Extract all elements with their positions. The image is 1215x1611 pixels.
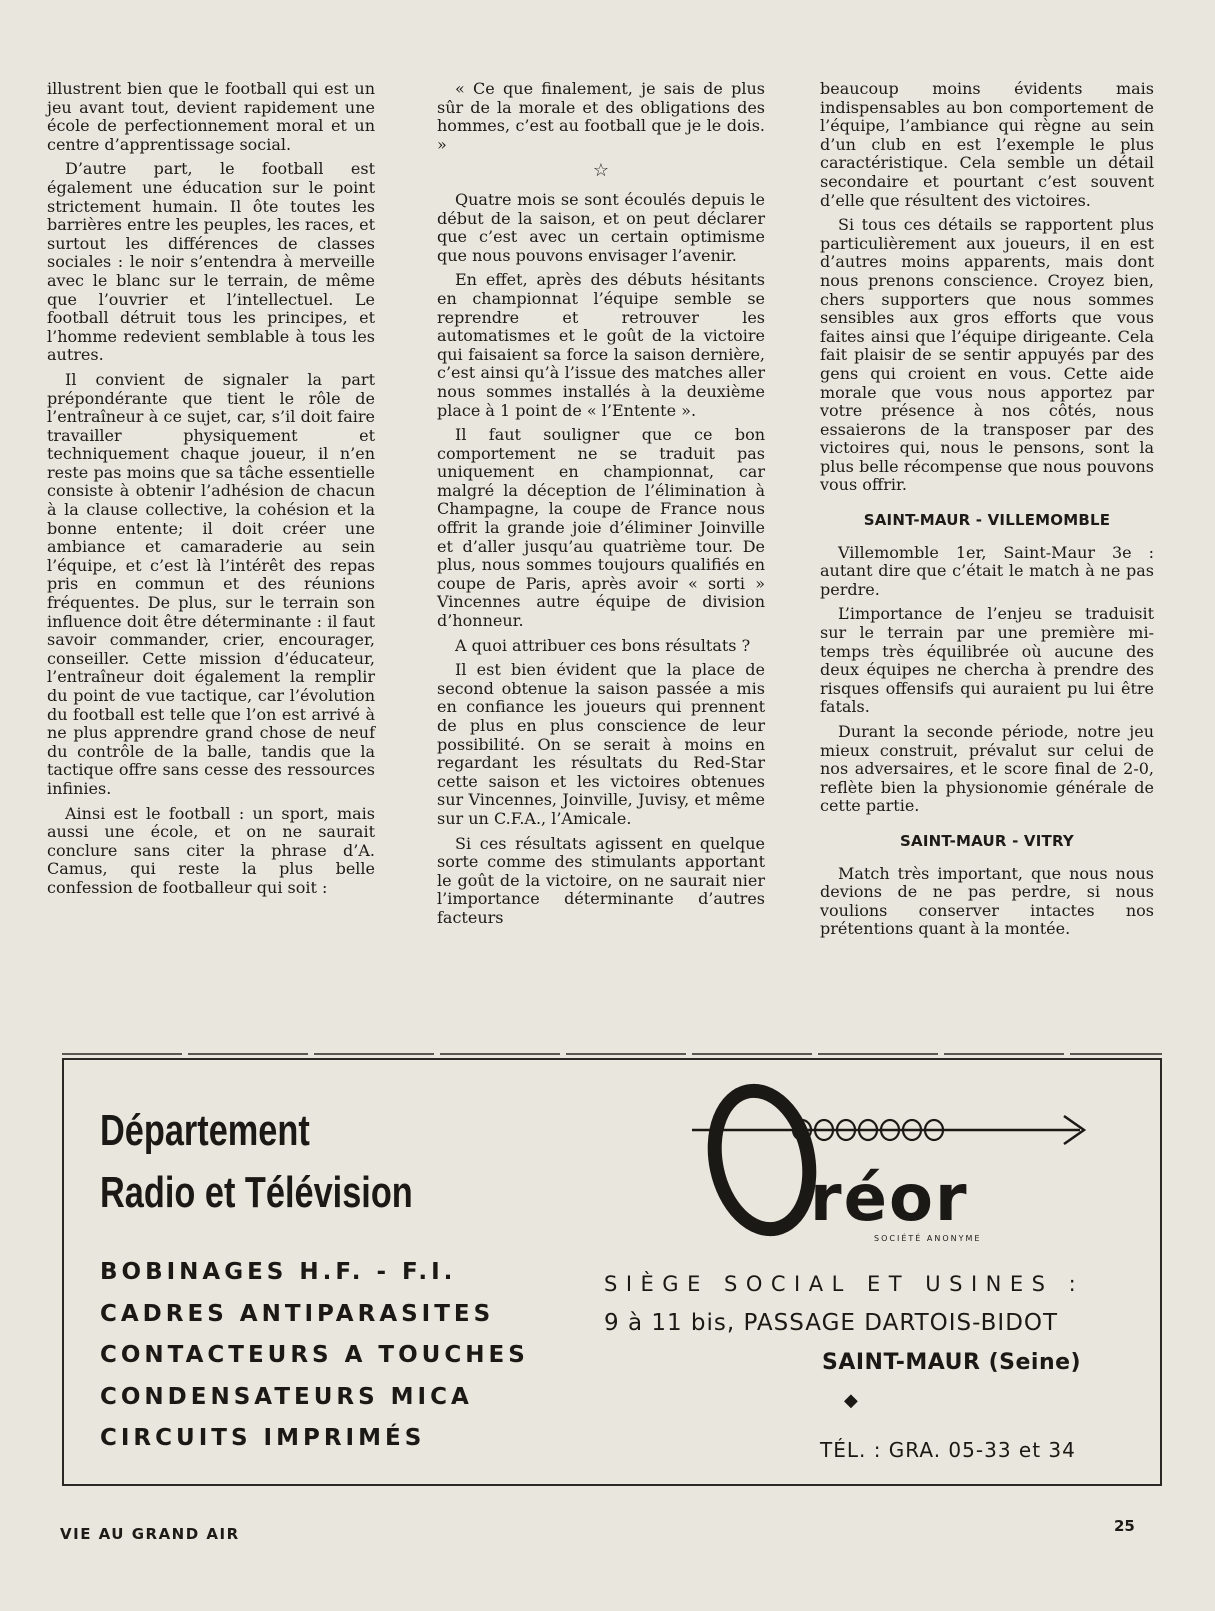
paragraph: Il est bien évident que la place de second obtenue la saison passée a mis en confiance les joueurs qui prennent de plus en plus conscience de leur possibilité. On se serait à moins en regardant les résultats du Red-Star cette saison et les victoires obtenues sur Vincennes, Joinville, Juvisy, et même sur un C.F.A., l’Amicale. [437, 660, 765, 828]
product-item: CADRES ANTIPARASITES [100, 1300, 495, 1327]
section-heading-vitry: SAINT-MAUR - VITRY [900, 831, 1074, 850]
article-column-3 [820, 80, 1154, 945]
ad-title [100, 1100, 413, 1224]
product-item: CONDENSATEURS MICA [100, 1383, 473, 1410]
camus-quote: « Ce que finalement, je sais de plus sûr de la morale et des obligations des hommes, c’est au football que je le dois. » [437, 79, 765, 154]
paragraph: Si ces résultats agissent en quelque sorte comme des stimulants apportant le goût de la victoire, on ne saurait nier l’importance déterminante d’autres facteurs [437, 833, 765, 927]
logo-subtitle: SOCIÉTÉ ANONYME [874, 1234, 982, 1243]
section-heading-villemomble: SAINT-MAUR - VILLEMOMBLE [863, 511, 1111, 530]
magazine-title: VIE AU GRAND AIR [60, 1525, 240, 1543]
logo-wordmark: réor [810, 1162, 969, 1236]
paragraph: Ainsi est le football : un sport, mais aussi une école, et on ne saurait conclure sans citer la phrase d’A. Camus, qui reste la plus belle confession de footballeur qui soit : [47, 803, 375, 897]
product-item: CONTACTEURS A TOUCHES [100, 1342, 529, 1368]
paragraph: A quoi attribuer ces bons résultats ? [455, 635, 751, 655]
product-item: CIRCUITS IMPRIMÉS [100, 1425, 426, 1451]
paragraph: Si tous ces détails se rapportent plus particulièrement aux joueurs, il en est d’autres moins apparents, mais dont nous prenons conscience. Croyez bien, chers supporters que nous sommes sensibles aux gros efforts que vous faites ainsi que l’équipe dirigeante. Cela fait plaisir de se sentir appuyés par des gens qui croient en vous. Cette aide morale que vous nous apportez par votre présence à nos côtés, nous essaierons de la transposer par des victoires qui, nous le pensons, sont la plus belle récompense que nous pouvons vous offrir. [820, 215, 1154, 495]
paragraph: Il convient de signaler la part prépondérante que tient le rôle de l’entraîneur à ce sujet, car, s’il doit faire travailler physiquement et techniquement chaque joueur, il n’en reste pas moins que sa tâche essentielle consiste à obtenir l’adhésion de chacun à la clause collective, la cohésion et la bonne entente; il doit créer une ambiance et camaraderie au sein l’équipe, et c’est là l’intérêt des repas pris en commun et des réunions fréquentes. De plus, sur le terrain son influence doit être déterminante : il faut savoir commander, crier, encourager, conseiller. Cette mission d’éducateur, l’entraîneur doit également la remplir du point de vue tactique, car l’évolution du football est telle que l’on est arrivé à ne plus apprendre grand chose de neuf du contrôle de la balle, tandis que la tactique offre sans cesse des ressources infinies. [47, 369, 375, 798]
paragraph: Villemomble 1er, Saint-Maur 3e : autant dire que c’était le match à ne pas perdre. [820, 542, 1154, 599]
ad-top-rule [62, 1052, 1162, 1056]
paragraph: En effet, après des débuts hésitants en championnat l’équipe semble se reprendre et retrouver les automatismes et le goût de la victoire qui faisaient sa force la saison dernière, c’est ainsi qu’à l’issue des matches aller nous sommes installés à la deuxième place à 1 point de « l’Entente ». [437, 270, 765, 420]
ad-title-line: Département [100, 1106, 310, 1155]
paragraph: D’autre part, le football est également une éducation sur le point strictement humain. Il ôte toutes les barrières entre les peuples, les races, et surtout les différences de classes sociales : le noir s’entendra à merveille avec le blanc sur le terrain, de même que l’ouvrier et l’intellectuel. Le football détruit tous les principes, et l’homme redevient semblable à tous les autres. [47, 159, 375, 365]
paragraph: Durant la seconde période, notre jeu mieux construit, prévalut sur celui de nos adversaires, et le score final de 2-0, reflète bien la physionomie générale de cette partie. [820, 722, 1154, 816]
paragraph: Match très important, que nous nous devions de ne pas perdre, si nous voulions conserver intactes nos prétentions quant à la montée. [820, 863, 1154, 939]
paragraph: Il faut souligner que ce bon comportement ne se traduit pas uniquement en championnat, car malgré la déception de l’élimination à Champagne, la coupe de France nous offrit la grande joie d’éliminer Joinville et d’aller jusqu’au quatrième tour. De plus, nous sommes toujours qualifiés en coupe de Paris, après avoir « sorti » Vincennes autre équipe de division d’honneur. [437, 425, 765, 631]
paragraph: illustrent bien que le football qui est un jeu avant tout, devient rapidement une école de perfectionnement moral et un centre d’apprentissage social. [47, 79, 375, 154]
address-street: 9 à 11 bis, PASSAGE DARTOIS-BIDOT [604, 1310, 1059, 1336]
ad-title-line: Radio et Télévision [100, 1168, 413, 1217]
address-city: SAINT-MAUR (Seine) [822, 1350, 1082, 1375]
article-column-1 [47, 80, 375, 904]
star-separator-icon: ☆ [592, 160, 610, 182]
product-item: BOBINAGES H.F. - F.I. [100, 1259, 457, 1285]
ad-product-list [100, 1252, 529, 1460]
advertisement-box [62, 1058, 1162, 1486]
page-number: 25 [1114, 1517, 1135, 1535]
oreor-logo [692, 1078, 1112, 1248]
paragraph: Quatre mois se sont écoulés depuis le début de la saison, et on peut déclarer que c’est avec un certain optimisme que nous pouvons envisager l’avenir. [437, 189, 765, 265]
paragraph: beaucoup moins évidents mais indispensables au bon comportement de l’équipe, l’ambiance qui règne au sein d’un club en est l’exemple le plus caractéristique. Cela semble un détail secondaire et pourtant c’est souvent d’elle que résultent des victoires. [820, 79, 1154, 210]
paragraph: L’importance de l’enjeu se traduisit sur le terrain par une première mi-temps très équilibrée où aucune des deux équipes ne chercha à prendre des risques offensifs qui auraient pu lui être fatals. [820, 604, 1154, 717]
diamond-icon: ◆ [844, 1390, 858, 1411]
telephone: TÉL. : GRA. 05-33 et 34 [820, 1438, 1076, 1462]
article-column-2 [437, 80, 765, 934]
address-heading: SIÈGE SOCIAL ET USINES : [604, 1272, 1085, 1296]
